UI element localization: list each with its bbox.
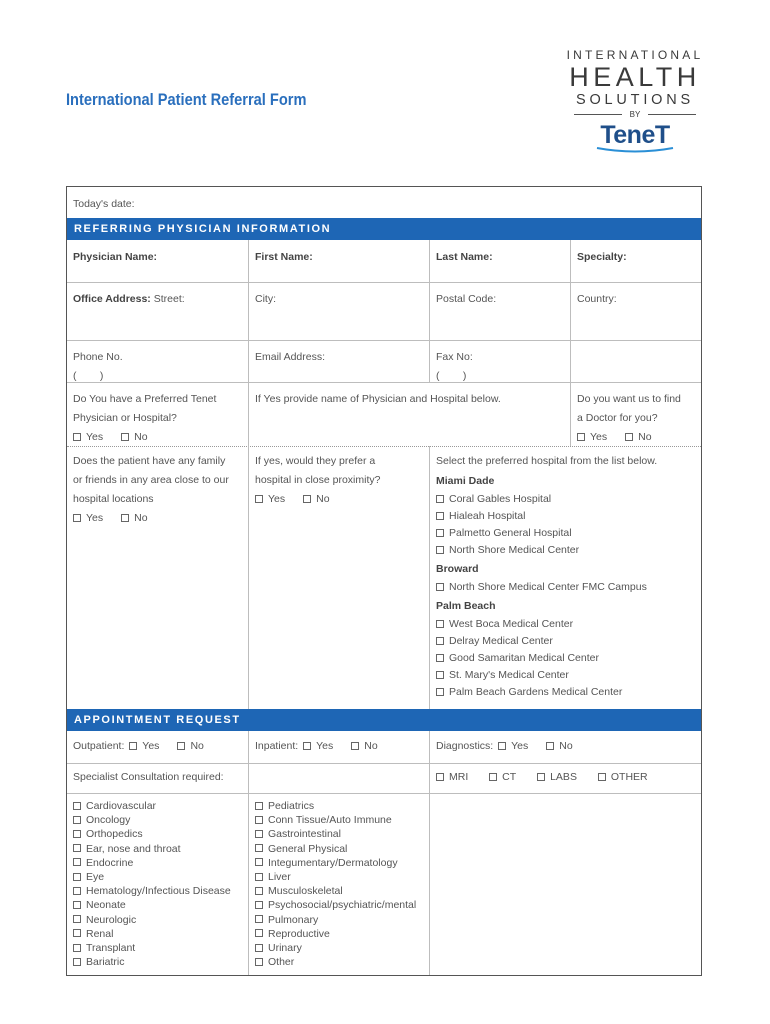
todays-date-field[interactable] xyxy=(67,187,701,218)
referral-form xyxy=(66,186,702,976)
diag-ct-label: CT xyxy=(502,771,517,783)
specialty-label: Reproductive xyxy=(268,927,330,940)
specialty-label: Hematology/Infectious Disease xyxy=(86,885,231,898)
specialty-label: Oncology xyxy=(86,814,131,827)
find-doctor-question xyxy=(570,382,701,446)
postal-code-label: Postal Code: xyxy=(436,293,497,305)
hospital-label: North Shore Medical Center FMC Campus xyxy=(449,581,647,593)
phone-label: Phone No. xyxy=(73,351,123,363)
specialty-checkbox[interactable] xyxy=(73,858,81,866)
find-doctor-line2: a Doctor for you? xyxy=(577,412,658,424)
specialty-label: Psychosocial/psychiatric/mental xyxy=(268,899,417,912)
logo-line-international: INTERNATIONAL xyxy=(566,48,704,62)
specialist-label: Specialist Consultation required: xyxy=(73,771,224,783)
hospital-option[interactable] xyxy=(436,525,695,542)
select-hospital-label: Select the preferred hospital from the list below. xyxy=(436,455,658,467)
specialist-row xyxy=(67,763,701,794)
specialty-label: Transplant xyxy=(86,942,136,955)
specialty-label: General Physical xyxy=(268,842,348,855)
find-doctor-yes-checkbox[interactable] xyxy=(577,433,585,441)
specialty-checkbox[interactable] xyxy=(73,944,81,952)
specialty-option[interactable] xyxy=(255,842,423,856)
outpatient-yes-label: Yes xyxy=(142,740,160,752)
specialty-checkbox[interactable] xyxy=(73,816,81,824)
specialty-option[interactable] xyxy=(255,813,423,827)
specialty-option[interactable] xyxy=(73,884,242,898)
specialty-checkbox[interactable] xyxy=(73,929,81,937)
hospital-checkbox[interactable] xyxy=(436,654,444,662)
logo-by-text: BY xyxy=(629,110,641,119)
diag-other-label: OTHER xyxy=(610,771,648,783)
specialty-checklist-row xyxy=(67,793,701,975)
specialty-option[interactable] xyxy=(73,898,242,912)
patient-type-row xyxy=(67,731,701,764)
fax-label: Fax No: xyxy=(436,351,473,363)
diagnostics-field xyxy=(429,731,701,763)
preferred-name-field[interactable] xyxy=(248,382,570,446)
specialty-label: Integumentary/Dermatology xyxy=(268,856,398,869)
family-yes-label: Yes xyxy=(86,512,104,524)
specialty-checkbox[interactable] xyxy=(255,873,263,881)
specialty-label: Endocrine xyxy=(86,856,134,869)
specialty-checkbox[interactable] xyxy=(255,816,263,824)
logo-line-solutions: SOLUTIONS xyxy=(576,92,694,108)
specialty-label: Neonate xyxy=(86,899,126,912)
last-name-field[interactable] xyxy=(429,240,570,282)
family-no-checkbox[interactable] xyxy=(121,514,129,522)
hospital-label: Hialeah Hospital xyxy=(449,510,526,522)
specialty-column-1 xyxy=(67,793,248,975)
specialty-option[interactable] xyxy=(73,941,242,955)
specialty-option[interactable] xyxy=(73,813,242,827)
outpatient-no-checkbox[interactable] xyxy=(177,742,185,750)
phone-area-code: ( ) xyxy=(73,370,104,382)
hospital-option[interactable] xyxy=(436,542,695,559)
specialty-checkbox[interactable] xyxy=(255,958,263,966)
last-name-label: Last Name: xyxy=(436,251,493,263)
diagnostics-no-label: No xyxy=(559,740,573,752)
specialty-label: Conn Tissue/Auto Immune xyxy=(268,814,392,827)
outpatient-yes-checkbox[interactable] xyxy=(129,742,137,750)
hospital-checkbox[interactable] xyxy=(436,495,444,503)
proximity-no-checkbox[interactable] xyxy=(303,495,311,503)
family-q-line1: Does the patient have any family xyxy=(73,455,226,467)
specialist-label-cell xyxy=(67,763,248,793)
tenet-wordmark: TeneT xyxy=(600,121,670,149)
hospital-checkbox[interactable] xyxy=(436,637,444,645)
find-doctor-no-label: No xyxy=(638,431,652,443)
specialty-option[interactable] xyxy=(255,913,423,927)
hospital-option[interactable] xyxy=(436,667,695,684)
prefer-q-line1: If yes, would they prefer a xyxy=(255,455,376,467)
region-miami-dade: Miami Dade xyxy=(436,475,495,487)
office-address-label: Office Address: xyxy=(73,293,151,305)
specialty-checkbox[interactable] xyxy=(255,901,263,909)
specialty-option[interactable] xyxy=(255,827,423,841)
blank-field xyxy=(570,340,701,382)
hospital-selection-row xyxy=(67,446,701,709)
outpatient-label: Outpatient: xyxy=(73,740,125,752)
specialty-checkbox[interactable] xyxy=(255,915,263,923)
proximity-no-label: No xyxy=(316,493,330,505)
hospital-option[interactable] xyxy=(436,508,695,525)
hospital-checkbox[interactable] xyxy=(436,512,444,520)
diag-labs-checkbox[interactable] xyxy=(537,773,545,781)
hospital-checkbox[interactable] xyxy=(436,671,444,679)
diagnostics-yes-checkbox[interactable] xyxy=(498,742,506,750)
postal-code-field[interactable] xyxy=(429,282,570,340)
diag-other-checkbox[interactable] xyxy=(598,773,606,781)
specialty-field[interactable] xyxy=(570,240,701,282)
preferred-yes-label: Yes xyxy=(86,431,104,443)
hospital-option[interactable] xyxy=(436,579,695,596)
specialty-option[interactable] xyxy=(73,856,242,870)
specialty-checkbox[interactable] xyxy=(73,802,81,810)
logo-line-health: HEALTH xyxy=(569,62,701,92)
todays-date-label: Today's date: xyxy=(73,198,135,210)
hospital-checkbox[interactable] xyxy=(436,688,444,696)
proximity-question xyxy=(248,446,429,709)
hospital-option[interactable] xyxy=(436,684,695,701)
specialty-option[interactable] xyxy=(255,941,423,955)
fax-field[interactable] xyxy=(429,340,570,382)
if-yes-provide-label: If Yes provide name of Physician and Hospital below. xyxy=(255,393,501,405)
specialty-label: Urinary xyxy=(268,942,302,955)
specialty-column-2 xyxy=(248,793,429,975)
specialty-option[interactable] xyxy=(255,955,423,969)
family-question xyxy=(67,446,248,709)
ihs-tenet-logo xyxy=(566,48,704,154)
specialty-option[interactable] xyxy=(255,884,423,898)
street-field[interactable] xyxy=(67,282,248,340)
physician-name-label: Physician Name: xyxy=(73,251,158,263)
preferred-q-line2: Physician or Hospital? xyxy=(73,412,177,424)
specialty-checkbox[interactable] xyxy=(255,929,263,937)
form-title: International Patient Referral Form xyxy=(66,90,307,109)
logo-by xyxy=(566,110,704,119)
email-label: Email Address: xyxy=(255,351,326,363)
specialty-option[interactable] xyxy=(73,913,242,927)
specialty-checkbox[interactable] xyxy=(255,844,263,852)
street-label: Street: xyxy=(153,293,185,305)
preferred-no-checkbox[interactable] xyxy=(121,433,129,441)
specialty-label: Cardiovascular xyxy=(86,800,157,812)
hospital-option[interactable] xyxy=(436,633,695,650)
specialty-label: Neurologic xyxy=(86,913,137,926)
specialty-checkbox[interactable] xyxy=(73,887,81,895)
specialty-checkbox[interactable] xyxy=(255,858,263,866)
specialty-checkbox[interactable] xyxy=(73,844,81,852)
family-no-label: No xyxy=(134,512,148,524)
email-field[interactable] xyxy=(248,340,429,382)
specialty-label: Musculoskeletal xyxy=(268,885,343,898)
preferred-no-label: No xyxy=(134,431,148,443)
hospital-label: St. Mary's Medical Center xyxy=(449,669,569,681)
specialty-option[interactable] xyxy=(73,927,242,941)
hospital-label: Palm Beach Gardens Medical Center xyxy=(449,686,623,698)
first-name-label: First Name: xyxy=(255,251,313,263)
family-q-line3: hospital locations xyxy=(73,493,154,505)
preferred-q-line1: Do You have a Preferred Tenet xyxy=(73,393,217,405)
hospital-checkbox[interactable] xyxy=(436,583,444,591)
specialty-option[interactable] xyxy=(73,955,242,969)
specialty-checkbox[interactable] xyxy=(73,873,81,881)
specialty-blank xyxy=(429,793,701,975)
diagnostic-options xyxy=(429,763,701,793)
specialty-checkbox[interactable] xyxy=(255,830,263,838)
region-palm-beach: Palm Beach xyxy=(436,600,496,612)
diag-labs-label: LABS xyxy=(550,771,577,783)
specialty-checkbox[interactable] xyxy=(255,887,263,895)
outpatient-no-label: No xyxy=(190,740,204,752)
specialty-checkbox[interactable] xyxy=(73,901,81,909)
todays-date-row xyxy=(67,187,701,219)
phone-row xyxy=(67,340,701,383)
inpatient-no-label: No xyxy=(364,740,378,752)
preferred-physician-question xyxy=(67,382,248,446)
proximity-yes-checkbox[interactable] xyxy=(255,495,263,503)
hospital-checkbox[interactable] xyxy=(436,620,444,628)
diagnostics-yes-label: Yes xyxy=(511,740,529,752)
preferred-physician-row xyxy=(67,382,701,447)
hospital-label: Coral Gables Hospital xyxy=(449,493,552,505)
inpatient-field xyxy=(248,731,429,763)
specialty-option[interactable] xyxy=(255,927,423,941)
hospital-label: Palmetto General Hospital xyxy=(449,527,572,539)
hospital-option[interactable] xyxy=(436,616,695,633)
find-doctor-yes-label: Yes xyxy=(590,431,608,443)
specialty-option[interactable] xyxy=(255,799,423,813)
physician-name-field[interactable] xyxy=(67,240,248,282)
specialty-option[interactable] xyxy=(73,799,242,813)
appointment-request-header: APPOINTMENT REQUEST xyxy=(67,709,701,731)
referring-physician-header: REFERRING PHYSICIAN INFORMATION xyxy=(67,218,701,240)
specialty-label: Ear, nose and throat xyxy=(86,842,181,855)
specialty-label: Orthopedics xyxy=(86,828,143,841)
phone-field[interactable] xyxy=(67,340,248,382)
specialty-option[interactable] xyxy=(255,870,423,884)
hospital-label: North Shore Medical Center xyxy=(449,544,580,556)
diag-ct-checkbox[interactable] xyxy=(489,773,497,781)
hospital-label: Good Samaritan Medical Center xyxy=(449,652,599,664)
specialty-option[interactable] xyxy=(73,827,242,841)
proximity-yes-label: Yes xyxy=(268,493,286,505)
specialty-checkbox[interactable] xyxy=(255,944,263,952)
specialty-checkbox[interactable] xyxy=(73,958,81,966)
diagnostics-label: Diagnostics: xyxy=(436,740,494,752)
diagnostics-no-checkbox[interactable] xyxy=(546,742,554,750)
specialty-label: Gastrointestinal xyxy=(268,828,341,841)
outpatient-field xyxy=(67,731,248,763)
inpatient-yes-checkbox[interactable] xyxy=(303,742,311,750)
office-address-row xyxy=(67,282,701,341)
hospital-list xyxy=(429,446,701,709)
country-label: Country: xyxy=(577,293,617,305)
specialty-label: Other xyxy=(268,956,295,969)
prefer-q-line2: hospital in close proximity? xyxy=(255,474,381,486)
specialty-label: Pulmonary xyxy=(268,913,319,926)
specialty-label: Pediatrics xyxy=(268,800,315,812)
country-field[interactable] xyxy=(570,282,701,340)
hospital-checkbox[interactable] xyxy=(436,529,444,537)
hospital-option[interactable] xyxy=(436,491,695,508)
specialty-label: Eye xyxy=(86,871,105,884)
specialty-checkbox[interactable] xyxy=(255,802,263,810)
hospital-label: West Boca Medical Center xyxy=(449,618,574,630)
hospital-checkbox[interactable] xyxy=(436,546,444,554)
specialty-option[interactable] xyxy=(73,842,242,856)
family-q-line2: or friends in any area close to our xyxy=(73,474,229,486)
diag-mri-label: MRI xyxy=(449,771,469,783)
hospital-option[interactable] xyxy=(436,650,695,667)
specialty-option[interactable] xyxy=(255,898,423,912)
specialty-checkbox[interactable] xyxy=(73,830,81,838)
hospital-label: Delray Medical Center xyxy=(449,635,553,647)
city-label: City: xyxy=(255,293,276,305)
specialist-blank xyxy=(248,763,429,793)
specialty-label: Bariatric xyxy=(86,956,125,969)
specialty-label: Liver xyxy=(268,871,291,884)
specialty-option[interactable] xyxy=(73,870,242,884)
find-doctor-no-checkbox[interactable] xyxy=(625,433,633,441)
fax-area-code: ( ) xyxy=(436,370,467,382)
inpatient-yes-label: Yes xyxy=(316,740,334,752)
inpatient-no-checkbox[interactable] xyxy=(351,742,359,750)
specialty-label: Specialty: xyxy=(577,251,627,263)
inpatient-label: Inpatient: xyxy=(255,740,299,752)
physician-name-row xyxy=(67,240,701,283)
family-yes-checkbox[interactable] xyxy=(73,514,81,522)
preferred-yes-checkbox[interactable] xyxy=(73,433,81,441)
specialty-option[interactable] xyxy=(255,856,423,870)
specialty-checkbox[interactable] xyxy=(73,915,81,923)
region-broward: Broward xyxy=(436,563,479,575)
find-doctor-line1: Do you want us to find xyxy=(577,393,681,405)
diag-mri-checkbox[interactable] xyxy=(436,773,444,781)
city-field[interactable] xyxy=(248,282,429,340)
first-name-field[interactable] xyxy=(248,240,429,282)
specialty-label: Renal xyxy=(86,927,114,940)
